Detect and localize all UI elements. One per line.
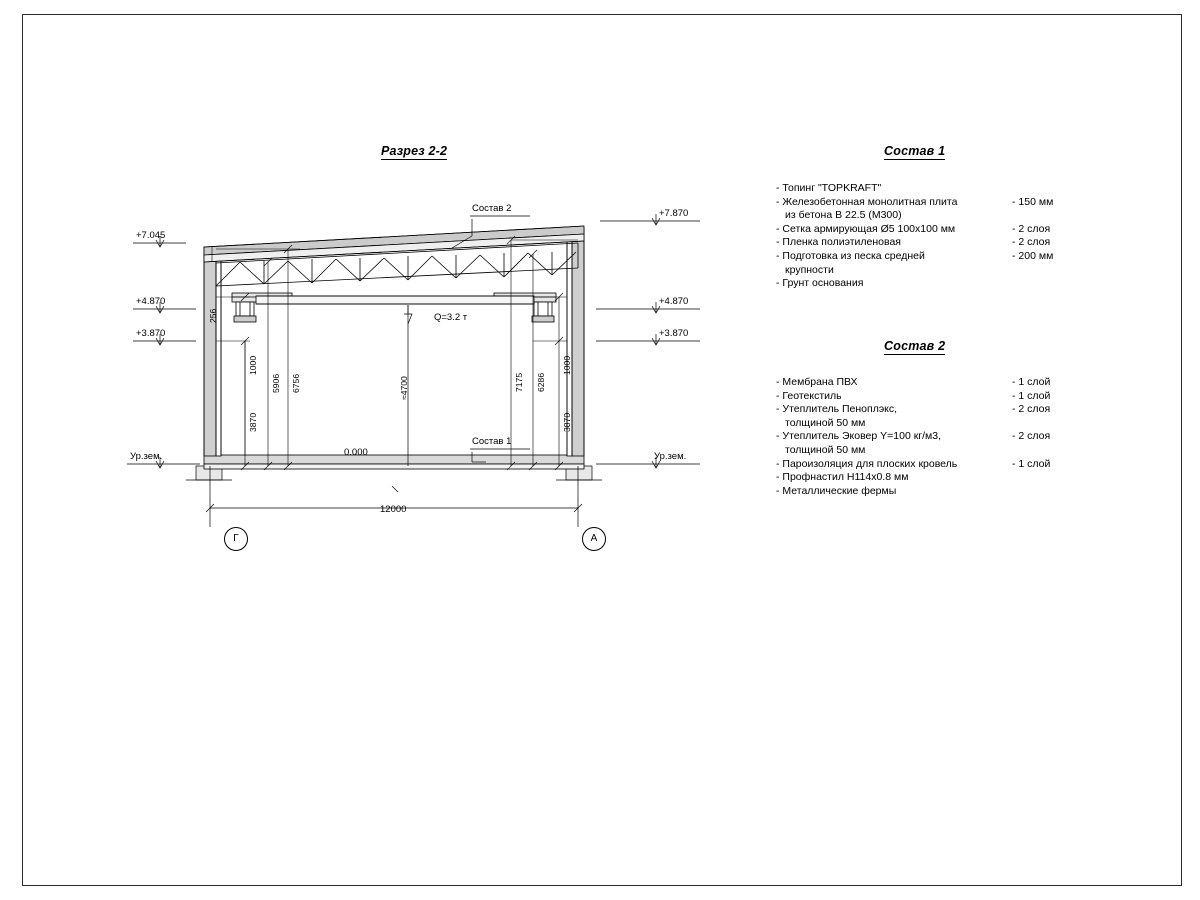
spec-item-value: - 200 мм — [1012, 249, 1054, 262]
spec-item-text: - Подготовка из песка средней — [776, 249, 925, 262]
dimension-vertical-right: 1000 — [562, 355, 572, 375]
crane-height-label: ≈4700 — [399, 376, 409, 400]
spec-item-text: - Металлические фермы — [776, 484, 897, 497]
level-mark-right: Ур.зем. — [654, 451, 687, 462]
spec-item-text: - Пароизоляция для плоских кровель — [776, 457, 958, 470]
spec-item — [776, 223, 1076, 237]
spec-item — [776, 430, 1076, 444]
spec-item-continuation — [776, 264, 1076, 278]
crane-load-label: Q=3.2 т — [434, 312, 468, 323]
spec-item-value: - 2 слоя — [1012, 403, 1051, 416]
spec-item-text: крупности — [785, 263, 834, 276]
spec-item-text: - Железобетонная монолитная плита — [776, 195, 958, 208]
roof-callout-label: Состав 2 — [472, 203, 512, 214]
spec-item-text: - Топинг "TOPKRAFT" — [776, 182, 882, 194]
spec-item-text: - Утеплитель Эковер Y=100 кг/м3, — [776, 430, 942, 443]
section-title: Разрез 2-2 — [381, 144, 448, 158]
dimension-vertical-left: 256 — [208, 308, 218, 323]
spec-item-text: - Мембрана ПВХ — [776, 376, 858, 388]
spec-item-continuation — [776, 417, 1076, 431]
spec2-list — [776, 376, 1076, 498]
spec-item — [776, 250, 1076, 264]
floor-callout-label: Состав 1 — [472, 436, 512, 447]
spec-item — [776, 182, 1076, 196]
spec-item — [776, 236, 1076, 250]
spec-item-text: - Сетка армирующая Ø5 100х100 мм — [776, 222, 956, 235]
spec-item-value: - 2 слоя — [1012, 222, 1051, 235]
level-mark-right: +3.870 — [659, 328, 689, 339]
spec1-list — [776, 182, 1076, 291]
level-mark-right: +4.870 — [659, 296, 689, 307]
spec-item-text: из бетона В 22.5 (М300) — [785, 209, 902, 222]
spec-item — [776, 485, 1076, 499]
spec1-title: Состав 1 — [884, 144, 946, 158]
dimension-vertical-right: 6286 — [536, 372, 546, 392]
dimension-vertical-left: 3870 — [248, 412, 258, 432]
spec-item-value: - 2 слоя — [1012, 430, 1051, 443]
level-mark-left: +7.045 — [136, 230, 166, 241]
spec-item-text: - Пленка полиэтиленовая — [776, 236, 901, 249]
spec-item-continuation — [776, 209, 1076, 223]
dimension-vertical-right: 7175 — [514, 372, 524, 392]
level-mark-left: +3.870 — [136, 328, 166, 339]
spec-item-value: - 150 мм — [1012, 195, 1054, 208]
spec-item-value: - 1 слой — [1012, 457, 1051, 470]
spec-item-value: - 1 слой — [1012, 389, 1051, 402]
spec-item — [776, 403, 1076, 417]
spec-item — [776, 196, 1076, 210]
dimension-span: 12000 — [380, 504, 407, 515]
spec-item-text: - Утеплитель Пеноплэкс, — [776, 403, 898, 416]
spec-item — [776, 277, 1076, 291]
spec-item — [776, 390, 1076, 404]
axis-mark: Г — [224, 527, 248, 551]
level-mark-left: +4.870 — [136, 296, 166, 307]
dimension-vertical-left: 6756 — [291, 373, 301, 393]
spec-item-value: - 1 слой — [1012, 376, 1051, 388]
spec-item — [776, 458, 1076, 472]
spec-item-continuation — [776, 444, 1076, 458]
spec2-title: Состав 2 — [884, 339, 946, 353]
level-mark-left: Ур.зем. — [130, 451, 163, 462]
spec-item-text: толщиной 50 мм — [785, 416, 866, 429]
spec-item-value: - 2 слоя — [1012, 236, 1051, 249]
spec-item — [776, 376, 1076, 390]
spec-item-text: - Профнастил Н114х0.8 мм — [776, 471, 909, 484]
axis-mark: А — [582, 527, 606, 551]
spec-item — [776, 471, 1076, 485]
level-mark-zero: 0.000 — [344, 447, 368, 458]
spec-item-text: - Грунт основания — [776, 277, 864, 290]
dimension-vertical-right: 3870 — [562, 412, 572, 432]
level-mark-right: +7.870 — [659, 208, 689, 219]
dimension-vertical-left: 1000 — [248, 355, 258, 375]
dimension-vertical-left: 5906 — [271, 373, 281, 393]
spec-item-text: - Геотекстиль — [776, 389, 842, 402]
spec-item-text: толщиной 50 мм — [785, 443, 866, 456]
